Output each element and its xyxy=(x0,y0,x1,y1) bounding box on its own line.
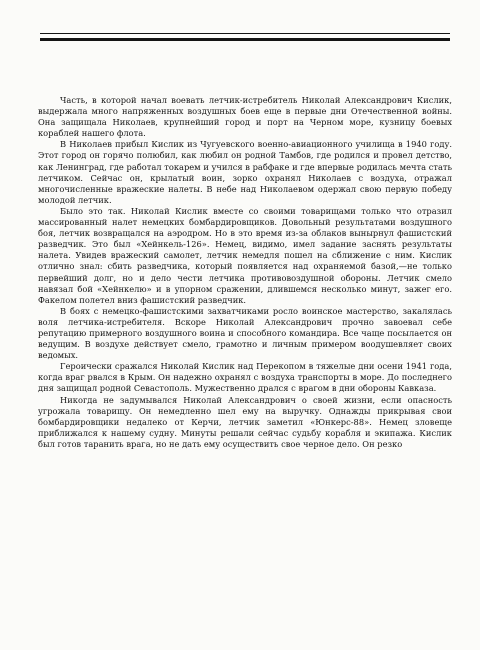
paragraph: Было это так. Николай Кислик вместе со своими товарищами только что отразил массированный налет немецких бомбардировщиков. Довольный результатами воздушного боя, летчик возвращался на аэродром. Но в это время из-за облаков вынырнул фашистский разведчик. Это был «Хейнкель-126». Немец, видимо, имел задание заснять результаты налета. Увидев вражеский самолет, летчик немедля пошел на сближение с ним. Кислик отлично знал: сбить разведчика, который появляется над охраняемой базой,—не только первейший долг, но и дело чести летчика противовоздушной обороны. Летчик смело навязал бой «Хейнкелю» и в упорном сражении, длившемся несколько минут, зажег его. Факелом полетел вниз фашистский разведчик. xyxy=(38,205,452,305)
header-rule-thin xyxy=(40,33,450,34)
paragraph: В боях с немецко-фашистскими захватчиками росло воинское мастерство, закалялась воля летчика-истребителя. Вскоре Николай Александрович прочно завоевал себе репутацию примерного воздушного воина и способного командира. Все чаще посылается он ведущим. В воздухе действует смело, грамотно и личным примером воодушевляет своих ведомых. xyxy=(38,305,452,361)
body-text xyxy=(38,95,452,645)
header-rule-thick xyxy=(40,38,450,41)
paragraph: Никогда не задумывался Николай Александрович о своей жизни, если опасность угрожала товарищу. Он немедленно шел ему на выручку. Однажды прикрывая свои бомбардировщики недалеко от Керчи, летчик заметил «Юнкерс-88». Немец зловеще приближался к нашему судну. Минуты решали сейчас судьбу корабля и экипажа. Кислик был готов таранить врага, но не дать ему осуществить свое черное дело. Он резко xyxy=(38,394,452,449)
paragraph: Героически сражался Николай Кислик над Перекопом в тяжелые дни осени 1941 года, когда враг рвался в Крым. Он надежно охранял с воздуха транспорты в море. До последнего дня защищал родной Севастополь. Мужественно дрался с врагом в дни обороны Кавказа. xyxy=(38,361,452,394)
paragraph: Часть, в которой начал воевать летчик-истребитель Николай Александрович Кислик, выдержала много напряженных воздушных боев еще в первые дни Отечественной войны. Она защищала Николаев, крупнейший город и порт на Черном море, кузницу боевых кораблей нашего флота. xyxy=(38,95,452,139)
paragraph: В Николаев прибыл Кислик из Чугуевского военно-авиационного училища в 1940 году. Этот город он горячо полюбил, как любил он родной Тамбов, где родился и провел детство, как Ленинград, где работал токарем и учился в рабфаке и где впервые родилась мечта стать летчиком. Сейчас он, крылатый воин, зорко охранял Николаев с воздуха, отражал многочисленные вражеские налеты. В небе над Николаевом одержал свою первую победу молодой летчик. xyxy=(38,139,452,205)
